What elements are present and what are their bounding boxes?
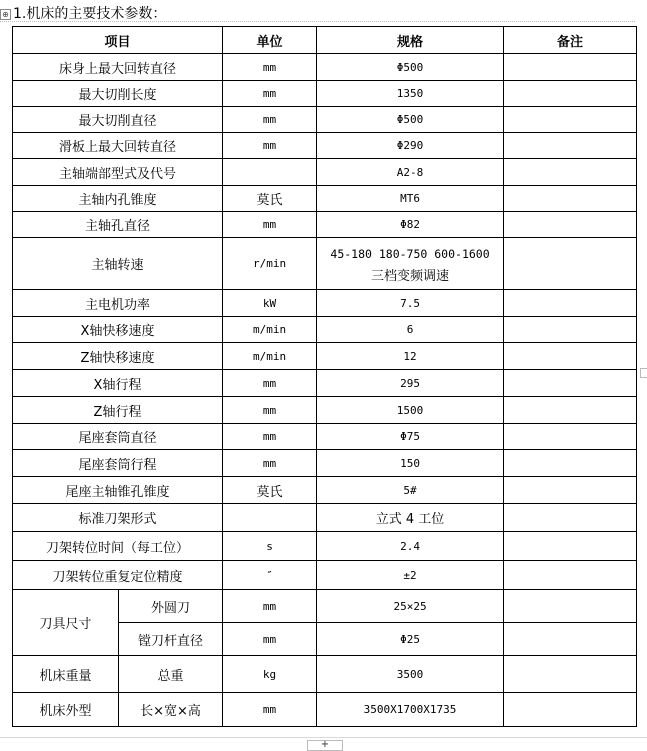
remark-cell[interactable] <box>504 54 637 81</box>
spec-cell: 1500 <box>317 397 504 424</box>
weight-group-cell: 机床重量 <box>13 656 119 693</box>
remark-cell[interactable] <box>504 590 637 623</box>
item-cell: Z轴快移速度 <box>13 343 223 370</box>
remark-cell[interactable] <box>504 290 637 317</box>
table-row <box>13 133 637 159</box>
spec-table <box>12 26 637 727</box>
table-row <box>13 107 637 133</box>
remark-cell[interactable] <box>504 238 637 290</box>
sub-item-cell: 外圆刀 <box>119 590 223 623</box>
sub-item-cell: 长×宽×高 <box>119 693 223 727</box>
unit-cell: mm <box>223 397 317 424</box>
spec-cell: Φ500 <box>317 107 504 133</box>
remark-cell[interactable] <box>504 212 637 238</box>
spec-cell: Φ75 <box>317 424 504 450</box>
spec-cell: Φ25 <box>317 623 504 656</box>
remark-cell[interactable] <box>504 317 637 343</box>
unit-cell: mm <box>223 590 317 623</box>
table-row <box>13 561 637 590</box>
spec-cell: 7.5 <box>317 290 504 317</box>
item-cell: 刀架转位重复定位精度 <box>13 561 223 590</box>
item-cell: 主电机功率 <box>13 290 223 317</box>
item-cell: 最大切削直径 <box>13 107 223 133</box>
unit-cell: mm <box>223 54 317 81</box>
remark-cell[interactable] <box>504 370 637 397</box>
unit-cell: kg <box>223 656 317 693</box>
spec-cell: 12 <box>317 343 504 370</box>
table-row <box>13 450 637 477</box>
item-cell: 滑板上最大回转直径 <box>13 133 223 159</box>
header-remark: 备注 <box>504 27 637 54</box>
table-row <box>13 397 637 424</box>
remark-cell[interactable] <box>504 561 637 590</box>
remark-cell[interactable] <box>504 159 637 186</box>
spec-cell <box>317 238 504 290</box>
spec-cell: Φ500 <box>317 54 504 81</box>
remark-cell[interactable] <box>504 693 637 727</box>
unit-cell: mm <box>223 133 317 159</box>
spec-cell: 3500 <box>317 656 504 693</box>
table-row <box>13 532 637 561</box>
table-row <box>13 54 637 81</box>
remark-cell[interactable] <box>504 656 637 693</box>
spindle-speed-ranges: 45-180 180-750 600-1600 <box>330 247 490 261</box>
dimensions-group-cell: 机床外型 <box>13 693 119 727</box>
spec-cell: 5# <box>317 477 504 504</box>
remark-cell[interactable] <box>504 107 637 133</box>
item-cell: 刀架转位时间（每工位） <box>13 532 223 561</box>
spindle-speed-mode: 三档变频调速 <box>371 269 450 284</box>
unit-cell <box>223 159 317 186</box>
spec-cell: 295 <box>317 370 504 397</box>
table-row <box>13 343 637 370</box>
header-unit: 单位 <box>223 27 317 54</box>
unit-cell: mm <box>223 623 317 656</box>
add-row-button[interactable]: + <box>307 740 343 751</box>
unit-cell: mm <box>223 693 317 727</box>
table-row <box>13 290 637 317</box>
item-cell: 最大切削长度 <box>13 81 223 107</box>
spec-cell: 150 <box>317 450 504 477</box>
spec-cell: ±2 <box>317 561 504 590</box>
item-cell: 主轴转速 <box>13 238 223 290</box>
table-row <box>13 693 637 727</box>
unit-cell: ″ <box>223 561 317 590</box>
item-cell: 尾座套筒直径 <box>13 424 223 450</box>
item-cell: 床身上最大回转直径 <box>13 54 223 81</box>
table-row <box>13 656 637 693</box>
table-row <box>13 212 637 238</box>
header-item: 项目 <box>13 27 223 54</box>
spec-cell: 3500X1700X1735 <box>317 693 504 727</box>
spec-cell: A2-8 <box>317 159 504 186</box>
item-cell: 主轴内孔锥度 <box>13 186 223 212</box>
remark-cell[interactable] <box>504 477 637 504</box>
unit-cell: s <box>223 532 317 561</box>
item-cell: Z轴行程 <box>13 397 223 424</box>
unit-cell: mm <box>223 107 317 133</box>
header-row <box>13 27 637 54</box>
remark-cell[interactable] <box>504 81 637 107</box>
table-row <box>13 477 637 504</box>
remark-cell[interactable] <box>504 133 637 159</box>
item-cell: X轴行程 <box>13 370 223 397</box>
sub-item-cell: 镗刀杆直径 <box>119 623 223 656</box>
spec-cell: 立式 4 工位 <box>317 504 504 532</box>
table-row <box>13 370 637 397</box>
unit-cell: m/min <box>223 317 317 343</box>
unit-cell: m/min <box>223 343 317 370</box>
remark-cell[interactable] <box>504 504 637 532</box>
spec-cell: 6 <box>317 317 504 343</box>
scroll-marker-icon[interactable] <box>640 368 647 378</box>
remark-cell[interactable] <box>504 623 637 656</box>
unit-cell: 莫氏 <box>223 477 317 504</box>
table-row <box>13 159 637 186</box>
table-move-handle-icon[interactable]: ⊕ <box>0 9 11 20</box>
spec-cell: Φ290 <box>317 133 504 159</box>
item-cell: 尾座套筒行程 <box>13 450 223 477</box>
remark-cell[interactable] <box>504 397 637 424</box>
item-cell: 主轴孔直径 <box>13 212 223 238</box>
spec-cell: MT6 <box>317 186 504 212</box>
remark-cell[interactable] <box>504 186 637 212</box>
unit-cell: 莫氏 <box>223 186 317 212</box>
item-cell: 标准刀架形式 <box>13 504 223 532</box>
unit-cell: mm <box>223 424 317 450</box>
unit-cell: mm <box>223 81 317 107</box>
spec-cell: Φ82 <box>317 212 504 238</box>
table-row <box>13 590 637 623</box>
remark-cell[interactable] <box>504 532 637 561</box>
unit-cell <box>223 504 317 532</box>
table-row <box>13 424 637 450</box>
header-spec: 规格 <box>317 27 504 54</box>
spec-cell: 2.4 <box>317 532 504 561</box>
dotted-divider <box>0 21 635 22</box>
unit-cell: kW <box>223 290 317 317</box>
unit-cell: r/min <box>223 238 317 290</box>
table-row <box>13 504 637 532</box>
tool-size-group-cell: 刀具尺寸 <box>13 590 119 656</box>
section-title-text: 1.机床的主要技术参数： <box>13 6 167 22</box>
spec-cell: 1350 <box>317 81 504 107</box>
table-row <box>13 317 637 343</box>
table-row <box>13 238 637 290</box>
unit-cell: mm <box>223 450 317 477</box>
item-cell: X轴快移速度 <box>13 317 223 343</box>
item-cell: 主轴端部型式及代号 <box>13 159 223 186</box>
remark-cell[interactable] <box>504 450 637 477</box>
spec-cell: 25×25 <box>317 590 504 623</box>
unit-cell: mm <box>223 370 317 397</box>
sub-item-cell: 总重 <box>119 656 223 693</box>
remark-cell[interactable] <box>504 343 637 370</box>
table-row <box>13 81 637 107</box>
remark-cell[interactable] <box>504 424 637 450</box>
table-row <box>13 186 637 212</box>
item-cell: 尾座主轴锥孔锥度 <box>13 477 223 504</box>
unit-cell: mm <box>223 212 317 238</box>
